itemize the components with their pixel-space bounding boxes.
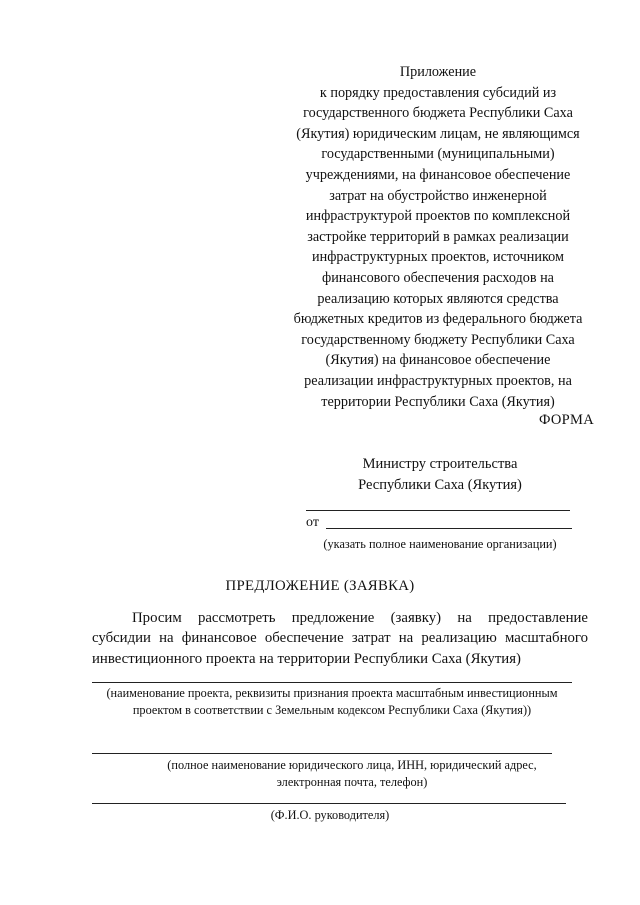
appendix-heading xyxy=(278,62,598,412)
entity-caption-line: электронная почта, телефон) xyxy=(276,774,428,789)
head-caption-text: (Ф.И.О. руководителя) xyxy=(270,808,390,822)
head-caption xyxy=(220,807,440,824)
from-label: от xyxy=(306,515,319,530)
paragraph-line: инвестиционного проекта на территории Республики Саха (Якутия) xyxy=(92,650,521,667)
project-caption-line: проектом в соответствии с Земельным кодексом Республики Саха (Якутия)) xyxy=(132,702,532,717)
request-paragraph xyxy=(92,608,588,669)
appendix-line: реализацию которых являются средства xyxy=(317,290,559,307)
document-title: ПРЕДЛОЖЕНИЕ (ЗАЯВКА) xyxy=(225,578,415,594)
organization-caption xyxy=(300,536,580,553)
project-caption-line: (наименование проекта, реквизиты признания проекта масштабным инвестиционным xyxy=(106,686,558,700)
addressee-line: Республики Саха (Якутия) xyxy=(358,477,522,493)
appendix-line: застройке территорий в рамках реализации xyxy=(307,228,569,245)
entity-caption-line: (полное наименование юридического лица, ИНН, юридический адрес, xyxy=(167,758,537,772)
appendix-line: (Якутия) юридическим лицам, не являющимся xyxy=(296,125,580,142)
appendix-line: государственными (муниципальными) xyxy=(321,146,555,163)
addressee-blank-line xyxy=(306,510,570,511)
appendix-line: реализации инфраструктурных проектов, на xyxy=(304,372,572,389)
entity-blank-line xyxy=(92,753,552,754)
organization-caption-text: (указать полное наименование организации) xyxy=(323,537,557,551)
appendix-line: бюджетных кредитов из федерального бюджета xyxy=(293,311,583,328)
head-blank-line xyxy=(92,803,566,804)
appendix-line: инфраструктурных проектов, источником xyxy=(312,249,564,266)
paragraph-line: субсидии на финансовое обеспечение затрат на реализацию масштабного xyxy=(92,630,588,647)
appendix-line: к порядку предоставления субсидий из xyxy=(319,84,557,101)
addressee-block xyxy=(300,454,580,496)
appendix-line: затрат на обустройство инженерной xyxy=(329,187,547,204)
appendix-line: инфраструктурой проектов по комплексной xyxy=(305,208,571,225)
paragraph-line: Просим рассмотреть предложение (заявку) на предоставление xyxy=(132,610,588,626)
appendix-line: финансового обеспечения расходов на xyxy=(322,269,554,286)
appendix-line: (Якутия) на финансовое обеспечение xyxy=(325,352,551,369)
organization-blank-line xyxy=(326,528,572,529)
appendix-line: учреждениями, на финансовое обеспечение xyxy=(305,166,571,183)
project-blank-line xyxy=(92,682,572,683)
appendix-line: государственному бюджету Республики Саха xyxy=(301,331,575,348)
appendix-line: Приложение xyxy=(399,64,477,80)
form-label: ФОРМА xyxy=(538,412,594,428)
appendix-line: территории Республики Саха (Якутия) xyxy=(321,393,555,410)
project-caption xyxy=(82,685,582,718)
entity-caption xyxy=(132,757,572,790)
appendix-line: государственного бюджета Республики Саха xyxy=(303,105,573,122)
addressee-line: Министру строительства xyxy=(362,456,518,472)
